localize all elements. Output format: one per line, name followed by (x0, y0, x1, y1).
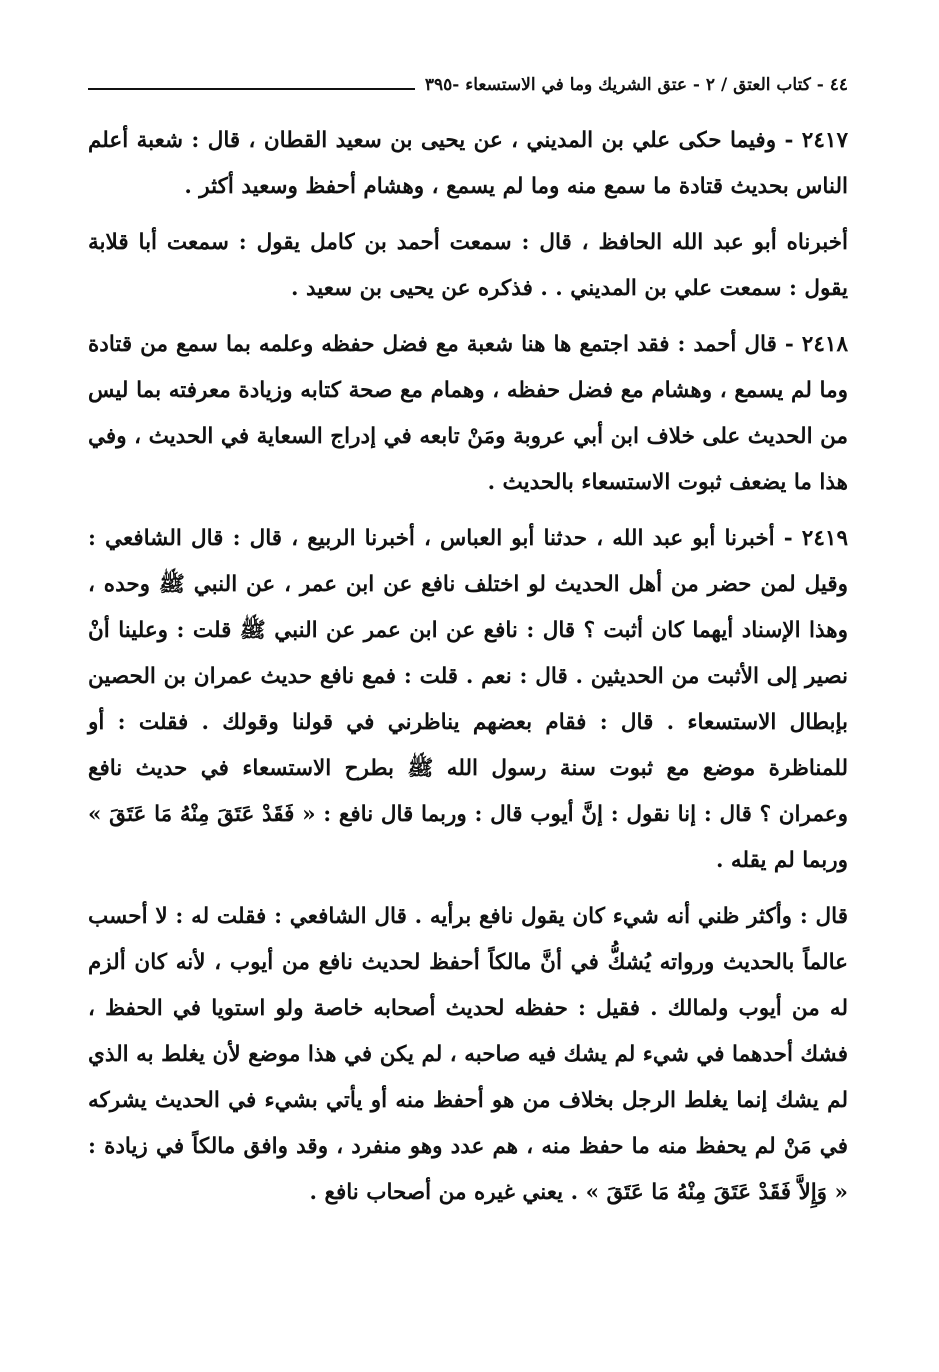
paragraph-2419: ٢٤١٩ - أخبرنا أبو عبد الله ، حدثنا أبو العباس ، أخبرنا الربيع ، قال : قال الشافعي : وقيل لمن حضر من أهل الحديث لو اختلف نافع عن ابن عمر ، عن النبي ﷺ وحده ، وهذا الإسناد أيهما كان أثبت ؟ قال : نافع عن ابن عمر عن النبي ﷺ قلت : وعلينا أنْ نصير إلى الأثبت من الحديثين . قال : نعم . قلت : فمع نافع حديث عمران بن الحصين بإبطال الاستسعاء . قال : فقام بعضهم يناظرني في قولنا وقولك . فقلت : أو للمناظرة موضع مع ثبوت سنة رسول الله ﷺ بطرح الاستسعاء في حديث نافع وعمران ؟ قال : إنا نقول : إنَّ أيوب قال : وربما قال نافع : « فَقَدْ عَتَقَ مِنْهُ مَا عَتَقَ » وربما لم يقله . (88, 526, 848, 873)
paragraph-2419-continued: قال : وأكثر ظني أنه شيء كان يقول نافع برأيه . قال الشافعي : فقلت له : لا أحسب عالماً بالحديث ورواته يُشكُّ في أنَّ مالكاً أحفظ لحديث نافع من أيوب ، لأنه كان ألزم له من أيوب ولمالك . فقيل : حفظه لحديث أصحابه خاصة ولو استويا في الحفظ ، فشك أحدهما في شيء لم يشك فيه صاحبه ، لم يكن في هذا موضع لأن يغلط به الذي لم يشك إنما يغلط الرجل بخلاف من هو أحفظ منه أو يأتي بشيء في الحديث يشركه في مَنْ لم يحفظ منه ما حفظ منه ، هم عدد وهو منفرد ، وقد وافق مالكاً في زيادة : « وَإِلاَّ فَقَدْ عَتَقَ مِنْهُ مَا عَتَقَ » . يعني غيره من أصحاب نافع . (88, 904, 848, 1205)
header-title: ٤٤ - كتاب العتق / ٢ - عتق الشريك وما في الاستسعاء -٣٩٥ (424, 75, 848, 95)
paragraph-2417: ٢٤١٧ - وفيما حكى علي بن المديني ، عن يحيى بن سعيد القطان ، قال : شعبة أعلم الناس بحديث قتادة ما سمع منه وما لم يسمع ، وهشام أحفظ وسعيد أكثر . (88, 128, 848, 199)
running-header (88, 60, 848, 94)
paragraph-2418: ٢٤١٨ - قال أحمد : فقد اجتمع ها هنا شعبة مع فضل حفظه وعلمه بما سمع من قتادة وما لم يسمع ، وهشام مع فضل حفظه ، وهمام مع صحة كتابه وزيادة معرفته بما ليس من الحديث على خلاف ابن أبي عروبة ومَنْ تابعه في إدراج السعاية في الحديث ، وفي هذا ما يضعف ثبوت الاستسعاء بالحديث . (88, 332, 848, 495)
book-page (88, 60, 848, 1226)
header-rule (88, 88, 415, 90)
paragraph-isnad-2417: أخبرناه أبو عبد الله الحافظ ، قال : سمعت أحمد بن كامل يقول : سمعت أبا قلابة يقول : سمعت علي بن المديني . . فذكره عن يحيى بن سعيد . (88, 230, 848, 301)
